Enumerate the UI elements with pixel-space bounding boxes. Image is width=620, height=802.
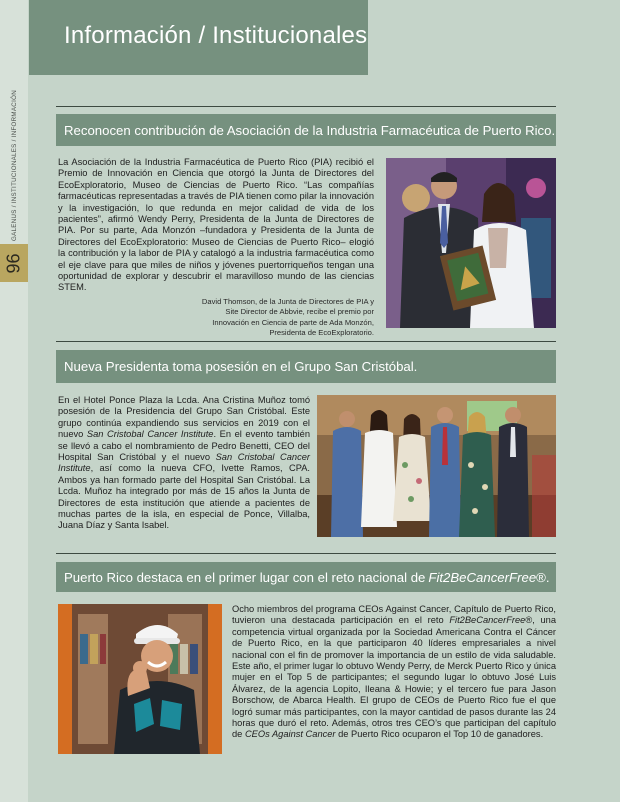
section-2-heading: Nueva Presidenta toma posesión en el Grupo San Cristóbal. — [56, 350, 556, 383]
runner-photo — [58, 604, 222, 754]
section-divider — [56, 106, 556, 107]
page-title: Información / Institucionales — [64, 22, 368, 49]
section-1-heading: Reconocen contribución de Asociación de la Industria Farmacéutica de Puerto Rico. — [56, 114, 556, 146]
page-number: 96 — [0, 244, 28, 282]
award-photo — [386, 158, 556, 328]
section-divider — [56, 553, 556, 554]
section-1-body: La Asociación de la Industria Farmacéutica de Puerto Rico (PIA) recibió el Premio de Innovación en Ciencia que otorgó la Junta de Directores del EcoExploratorio, Museo de Ciencias de Puerto Rico. “Las compañías farmacéuticas representadas a través de PIA tienen como pilar la innovación y la investigación, lo que redunda en mejor calidad de vida de los pacientes”, afirmó Wendy Perry, Presidenta de la Junta de Directores de PIA. Por su parte, Ada Monzón –fundadora y Presidenta de la Junta de Directores del EcoExploratorio: Museo de Ciencias de Puerto Rico– elogió la contribución y la labor de PIA y catalogó a la industria farmacéutica como el eje clave para que miles de niños y jóvenes puertorriqueños tengan una oportunidad de explorar y descubrir el maravilloso mundo de las ciencias STEM. — [58, 157, 374, 293]
rail-section-label: GALENUS / INSTITUCIONALES / INFORMACIÓN — [10, 89, 18, 241]
section-divider — [56, 341, 556, 342]
award-photo-caption: David Thomson, de la Junta de Directores de PIA y Site Director de Abbvie, recibe el premio por Innovación en Ciencia de parte de Ada Monzón, Presidenta de EcoExploratorio. — [201, 297, 374, 338]
section-2-body: En el Hotel Ponce Plaza la Lcda. Ana Cristina Muñoz tomó posesión de la Presidencia del Grupo San Cristóbal. Este grupo continúa expandiendo sus servicios en 2019 con el nuevo San Cristobal Cancer Institute. En el evento también se llevó a cabo el nombramiento de Pedro Benetti, CEO del Hospital San Cristóbal y el nuevo San Cristobal Cancer Institute, así como la nueva CFO, Ivette Ramos, CPA. Ambos ya han formado parte del Hospital San Cristóbal. La Lcda. Muñoz ha integrado por más de 15 años la Junta de Directores de esta institución que atiende a pacientes de muchas partes de la isla, en especial de Ponce, Villalba, Juana Díaz y Santa Isabel. — [58, 395, 310, 531]
section-3-heading: Puerto Rico destaca en el primer lugar con el reto nacional de Fit2BeCancerFree ®. — [56, 562, 556, 592]
group-photo — [317, 395, 556, 537]
section-3-body: Ocho miembros del programa CEOs Against Cancer, Capítulo de Puerto Rico, tuvieron una destacada participación en el reto Fit2BeCancerFree®, una competencia virtual organizada por la Sociedad Americana Contra el Cáncer de Puerto Rico, en la que participaron 40 líderes empresariales a nivel nacional con el fin de promover la importancia de un estilo de vida saludable. Este año, el primer lugar lo obtuvo Wendy Perry, de Merck Puerto Rico y única mujer en el Top 5 de participantes; el segundo lugar lo obtuvo José Luis Álvarez, de la agencia Lopito, Ileana & Howie; y el tercero fue para Jason Borschow, de Abarca Health. El grupo de CEOs de Puerto Rico fue el que logró sumar más participantes, con la mayor cantidad de pasos durante las 24 horas que duró el reto. Además, otros tres CEO’s que participan del capítulo de CEOs Against Cancer de Puerto Rico ocuparon el Top 10 de ganadores. — [232, 604, 556, 740]
